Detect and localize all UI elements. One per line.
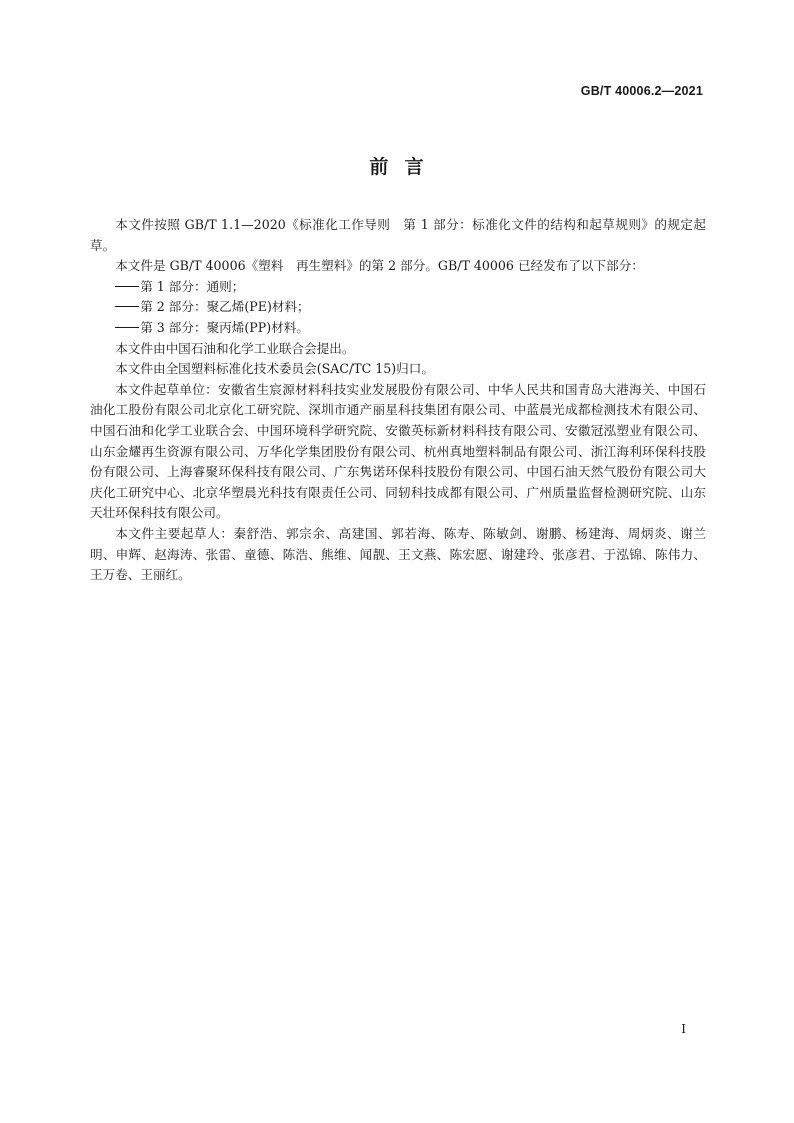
paragraph-series-parts: 本文件是 GB/T 40006《塑料 再生塑料》的第 2 部分。GB/T 40006 已经发布了以下部分： — [115, 258, 644, 274]
list-item — [90, 297, 706, 318]
em-dash-marker — [115, 327, 139, 328]
paragraph-committee: 本文件由全国塑料标准化技术委员会(SAC/TC 15)归口。 — [115, 361, 434, 377]
list-item-text: 第 1 部分：通则； — [140, 278, 245, 294]
paragraph-drafting-units: 本文件起草单位：安徽省生宸源材料科技实业发展股份有限公司、中华人民共和国青岛大港海关、中国石油化工股份有限公司北京化工研究院、深圳市通产丽星科技集团有限公司、中蓝晨光成都检测技术有限公司、中国石油和化学工业联合会、中国环境科学研究院、安徽英标新材料科技有限公司、安徽冠泓塑业有限公司、山东金耀再生资源有限公司、万华化学集团股份有限公司、杭州真地塑料制品有限公司、浙江海利环保科技股份有限公司、上海睿聚环保科技有限公司、广东隽诺环保科技股份有限公司、中国石油天然气股份有限公司大庆化工研究中心、北京华塑晨光科技有限责任公司、同轫科技成都有限公司、广州质量监督检测研究院、山东天壮环保科技有限公司。 — [90, 381, 706, 521]
list-item-text: 第 2 部分：聚乙烯(PE)材料； — [140, 299, 310, 315]
paragraph-proposer: 本文件由中国石油和化学工业联合会提出。 — [115, 340, 355, 356]
em-dash-marker — [115, 286, 139, 287]
page-number: I — [681, 1022, 686, 1036]
foreword-body — [90, 215, 706, 586]
paragraph-drafters: 本文件主要起草人：秦舒浩、郭宗余、高建国、郭若海、陈寿、陈敏剑、谢鹏、杨建海、周炳炎、谢兰明、申辉、赵海涛、张雷、童德、陈浩、熊维、闻靓、王文燕、陈宏愿、谢建玲、张彦君、于泓锦、陈伟力、王万卷、王丽红。 — [90, 525, 706, 583]
list-item — [90, 277, 706, 298]
page-title: 前 言 — [369, 156, 425, 178]
list-item — [90, 318, 706, 339]
em-dash-marker — [115, 306, 139, 307]
paragraph-drafting-rules: 本文件按照 GB/T 1.1—2020《标准化工作导则 第 1 部分：标准化文件的结构和起草规则》的规定起草。 — [90, 217, 706, 253]
list-item-text: 第 3 部分：聚丙烯(PP)材料。 — [140, 319, 309, 335]
document-code: GB/T 40006.2—2021 — [580, 84, 703, 98]
